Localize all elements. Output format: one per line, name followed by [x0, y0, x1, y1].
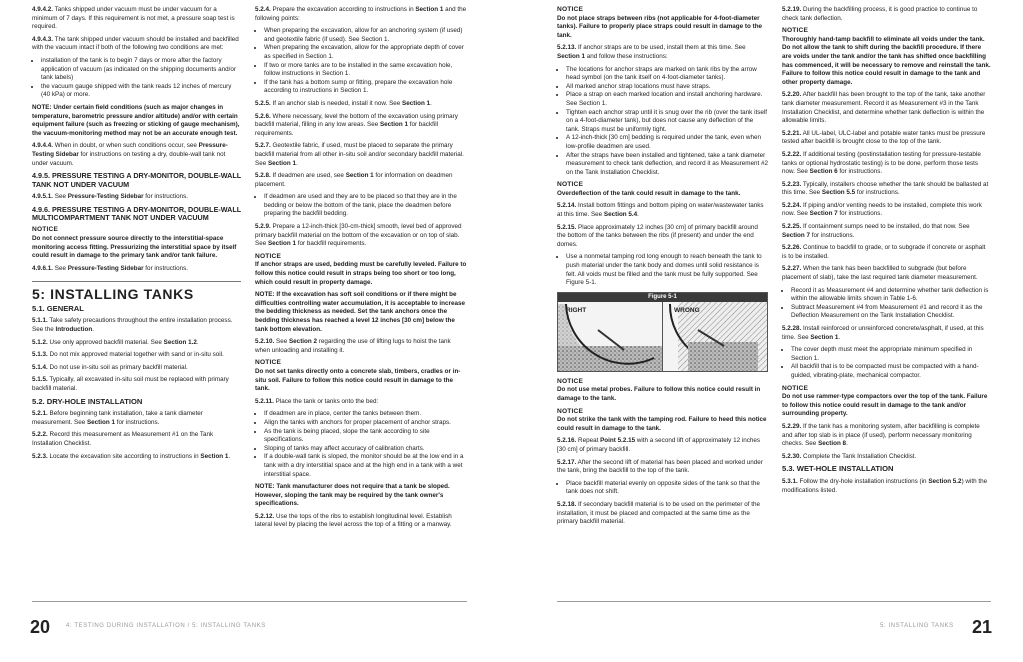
- section-link[interactable]: Section 1: [267, 159, 296, 167]
- figure-caption: Figure 5-1: [558, 293, 767, 302]
- paragraph-5-2-7: 5.2.7. Geotextile fabric, if used, must be placed to separate the primary backfill material from all other in-situ soil and/or secondary backfill material. See Section 1.: [255, 142, 464, 167]
- figure-wrong-label: WRONG: [674, 306, 700, 314]
- section-link[interactable]: Section 1: [402, 99, 431, 107]
- list-item: • installation of the tank is to begin 7 days or more after the factory application of vacuum (as indicated on the shipping documents and/or tank labels): [41, 57, 241, 83]
- section-link[interactable]: Section 1.2: [163, 338, 197, 346]
- section-link[interactable]: Section 1: [415, 6, 444, 13]
- list-item: • the vacuum gauge shipped with the tank reads 12 inches of mercury (40 kPa) or more.: [41, 83, 241, 100]
- notice-body: Thoroughly hand-tamp backfill to eliminate all voids under the tank. Do not allow the tank to shift during the backfill procedure. If there are voids under the tank and/or the tank has shifted once backfilling has commenced, it will be necessary to remove and reinstall the tank. Failure to follow this notice could result in damage to the tank and other property damage.: [782, 35, 991, 86]
- list-item: • After the straps have been installed and tightened, take a tank diameter measurement to check tank deflection, and record it as Measurement #2 on the Tank Installation Checklist.: [566, 152, 768, 178]
- bullet-list: [255, 27, 467, 96]
- footer-rule-right: [557, 601, 991, 602]
- figure-illustration: [558, 302, 767, 371]
- paragraph-5-2-15: 5.2.15. Place approximately 12 inches [30 cm] of primary backfill around the bottom of the tanks between the ribs (if present) and under the end domes.: [557, 223, 758, 248]
- paragraph-5-2-12: 5.2.12. Use the tops of the ribs to establish longitudinal level. Establish lateral level by placing the level across the top of a fitting or a manway.: [255, 512, 452, 529]
- section-link[interactable]: Section 8: [818, 440, 847, 448]
- paragraph-5-2-4: 5.2.4. Prepare the excavation according to instructions in Section 1 and the following points:: [255, 6, 467, 22]
- section-link[interactable]: Section 5.4: [603, 211, 638, 219]
- list-item: • When preparing the excavation, allow for an anchoring system (if used) and geotextile fabric (if used). See Section 1.: [264, 27, 467, 44]
- note: NOTE: Under certain field conditions (such as major changes in temperature, barometric pressure and/or altitude) and/or with certain equipment failure (such as freezing or sticking of gauge mechanism), the vacuum-monitoring method may not be an accurate enough test.: [32, 103, 240, 137]
- notice-body: Do not place straps between ribs (not applicable for 4-foot-diameter tanks). Failure to properly place straps could result in damage to the tank.: [557, 14, 763, 39]
- bullet-list: [32, 57, 241, 100]
- section-link[interactable]: Section 1: [200, 452, 229, 460]
- figure-5-1: [557, 292, 768, 372]
- list-item: • Tighten each anchor strap until it is snug over the rib (over the tank itself on a 4-foot-diameter tank), but does not cause any deflection of the tank. Straps must be uniformly tight.: [566, 109, 768, 135]
- paragraph-5-2-9: 5.2.9. Prepare a 12-inch-thick [30-cm-thick] smooth, level bed of approved primary backfill material on the bottom of the excavation or on top of slab. See Section 1 for backfill requirements.: [255, 223, 462, 248]
- figure-right-label: RIGHT: [566, 306, 587, 314]
- note: NOTE: If the excavation has soft soil conditions or if there might be difficulties controlling water accumulation, it is acceptable to increase the bedding thickness as needed. Set the tank anchors once the bedding thickness has reached a level 12 inches [30 cm] below the tank bottom elevation.: [255, 291, 465, 333]
- paragraph-5-2-13: 5.2.13. If anchor straps are to be used, install them at this time. See Section 1 and follow these instructions:: [557, 44, 746, 60]
- notice-title: NOTICE: [255, 359, 282, 367]
- bullet-list: [782, 346, 991, 380]
- section-link[interactable]: Pressure-Testing Sidebar: [67, 264, 144, 272]
- paragraph-5-2-20: 5.2.20. After backfill has been brought to the top of the tank, take another tank diameter measurement. Record it as Measurement #3 in the Tank Installation Checklist, and determine whether tank deflection is within the allowable limits.: [782, 91, 986, 125]
- paragraph-5-2-28: 5.2.28. Install reinforced or unreinforced concrete/asphalt, if used, at this time. See Section 1.: [782, 325, 984, 341]
- paragraph-5-2-19: 5.2.19. During the backfilling process, it is good practice to continue to check tank deflection.: [782, 6, 978, 22]
- section-link[interactable]: Section 7: [809, 210, 838, 218]
- notice-body: Do not set tanks directly onto a concrete slab, timbers, cradles or in-situ soil. Failure to follow this notice could result in damage to the tank.: [255, 367, 461, 393]
- notice-title: NOTICE: [32, 226, 59, 234]
- list-item: • Sloping of tanks may affect accuracy of calibration charts.: [264, 445, 467, 454]
- list-item: • Place a strap on each marked location and install anchoring hardware. See Section 1.: [566, 91, 768, 108]
- notice-body: If anchor straps are used, bedding must be carefully leveled. Failure to follow this notice could result in straps being too short or too long, which could result in property damage.: [255, 261, 467, 286]
- section-link[interactable]: Section 5.5: [821, 189, 856, 197]
- section-link[interactable]: Pressure-Testing Sidebar: [32, 142, 228, 158]
- paragraph-4-9-4-3: 4.9.4.3. The tank shipped under vacuum should be installed and backfilled with the vacuum intact if both of the following two conditions are met:: [32, 35, 239, 52]
- paragraph-5-2-21: 5.2.21. All UL-label, ULC-label and potable water tanks must be pressure tested after backfill is brought close to the top of the tank.: [782, 129, 986, 146]
- paragraph-5-2-27: 5.2.27. When the tank has been backfilled to subgrade (but before placement of slab), take the last required tank diameter measurement.: [782, 265, 978, 282]
- bullet-list: [557, 253, 768, 287]
- list-item: • All marked anchor strap locations must have straps.: [566, 83, 768, 92]
- list-item: • If deadmen are used and they are to be placed so that they are in the bedding or below the bottom of the tank, place the deadmen before preparing the backfill bedding.: [264, 193, 467, 219]
- column-2: [255, 6, 467, 534]
- heading-4-9-5: 4.9.5. PRESSURE TESTING A DRY-MONITOR, DOUBLE-WALL TANK NOT UNDER VACUUM: [32, 171, 241, 189]
- notice-body: Do not use metal probes. Failure to follow this notice could result in damage to the tank.: [557, 386, 761, 402]
- paragraph-5-2-1: 5.2.1. Before beginning tank installation, take a tank diameter measurement. See Section 1 for instructions.: [32, 410, 203, 426]
- list-item: • As the tank is being placed, slope the tank according to site specifications.: [264, 428, 467, 445]
- bullet-list: [255, 410, 467, 479]
- paragraph-5-2-14: 5.2.14. Install bottom fittings and bottom piping on water/wastewater tanks at this time. See Section 5.4.: [557, 202, 764, 219]
- heading-5-1: 5.1. GENERAL: [32, 303, 84, 313]
- notice-title: NOTICE: [782, 27, 809, 35]
- paragraph-5-2-25: 5.2.25. If containment sumps need to be installed, do that now. See Section 7 for instructions.: [782, 223, 970, 239]
- list-item: • The cover depth must meet the appropriate minimum specified in Section 1.: [791, 346, 991, 363]
- column-3: [557, 6, 768, 531]
- section-link[interactable]: Section 1: [267, 240, 296, 248]
- notice-body: Do not use rammer-type compactors over the top of the tank. Failure to follow this notice could result in damage to the tank and/or surrounding property.: [782, 393, 988, 418]
- paragraph-5-2-17: 5.2.17. After the second lift of material has been placed and worked under the tank, bring the backfill to the top of the tank.: [557, 458, 763, 475]
- paragraph-5-2-22: 5.2.22. If additional testing (postinstallation testing for pressure-testable tanks or optional hydrostatic testing) is to be done, perform those tests now. See Section 6 for instructions.: [782, 150, 981, 176]
- notice-body: Do not strike the tank with the tamping rod. Failure to heed this notice could result in damage to the tank.: [557, 416, 767, 432]
- section-link[interactable]: Pressure-Testing Sidebar: [67, 192, 144, 200]
- section-link[interactable]: Point 5.2.15: [600, 437, 636, 445]
- list-item: • Use a nonmetal tamping rod long enough to reach beneath the tank to push material under the tank body and domes until solid resistance is felt. All voids must be filled and the tank must be fully supported. See Figure 5-1.: [566, 253, 768, 287]
- paragraph-5-1-1: 5.1.1. Take safety precautions throughout the entire installation process. See the Introduction.: [32, 317, 233, 334]
- paragraph-5-3-1: 5.3.1. Follow the dry-hole installation instructions (in Section 5.2) with the modifications listed.: [782, 477, 988, 494]
- page-number-left: 20: [30, 617, 51, 637]
- list-item: • All backfill that is to be compacted must be compacted with a hand-guided, vibrating-plate, mechanical compactor.: [791, 363, 991, 380]
- paragraph-5-2-2: 5.2.2. Record this measurement as Measurement #1 on the Tank Installation Checklist.: [32, 431, 214, 447]
- section-link[interactable]: Section 1: [86, 418, 115, 426]
- paragraph-5-2-8: 5.2.8. If deadmen are used, see Section 1 for information on deadmen placement.: [255, 172, 453, 188]
- list-item: • A 12-inch-thick [30 cm] bedding is required under the tank, even when low-profile deadmen are used.: [566, 134, 768, 151]
- list-item: • Subtract Measurement #4 from Measurement #1 and record it as the Deflection Measurement on the Tank Installation Checklist.: [791, 304, 991, 321]
- section-link[interactable]: Section 2: [288, 338, 317, 346]
- paragraph-5-2-16: 5.2.16. Repeat Point 5.2.15 with a second lift of approximately 12 inches [30 cm] of primary backfill.: [557, 437, 761, 453]
- page-number-right: 21: [972, 617, 993, 637]
- bullet-list: [557, 66, 768, 178]
- section-link[interactable]: Section 1: [345, 172, 374, 180]
- note: NOTE: Tank manufacturer does not require that a tank be sloped. However, sloping the tank may be required by the tank owner's specifications.: [255, 483, 450, 508]
- notice-title: NOTICE: [782, 384, 809, 392]
- footer-rule-left: [32, 601, 467, 602]
- heading-5-2: 5.2. DRY-HOLE INSTALLATION: [32, 396, 143, 406]
- paragraph-5-1-3: 5.1.3. Do not mix approved material together with sand or in-situ soil.: [32, 351, 224, 359]
- bullet-list: [557, 480, 768, 497]
- notice-title: NOTICE: [557, 407, 584, 415]
- list-item: • Align the tanks with anchors for proper placement of anchor straps.: [264, 419, 467, 428]
- list-item: • Record it as Measurement #4 and determine whether tank deflection is within the allowable limits shown in Table 1-6.: [791, 287, 991, 304]
- section-link[interactable]: Section 1: [810, 333, 839, 341]
- section-link[interactable]: Section 7: [782, 231, 810, 239]
- paragraph-5-2-11: 5.2.11. Place the tank or tanks onto the bed:: [255, 397, 379, 405]
- list-item: • Place backfill material evenly on opposite sides of the tank so that the tank does not shift.: [566, 480, 768, 497]
- chapter-title: 5: INSTALLING TANKS: [32, 281, 241, 299]
- paragraph-5-1-4: 5.1.4. Do not use in-situ soil as primary backfill material.: [32, 363, 188, 371]
- section-link[interactable]: Introduction: [55, 326, 93, 334]
- list-item: • The locations for anchor straps are marked on tank ribs by the arrow head symbol (on the tank itself on 4-foot-diameter tanks).: [566, 66, 768, 83]
- paragraph-5-1-2: 5.1.2. Use only approved backfill material. See Section 1.2.: [32, 338, 199, 346]
- paragraph-5-2-18: 5.2.18. If secondary backfill material is to be used on the perimeter of the installation, it must be placed and compacted at the same time as the primary backfill material.: [557, 500, 761, 526]
- list-item: • If two or more tanks are to be installed in the same excavation hole, follow instructions in Section 1.: [264, 62, 467, 79]
- list-item: • When preparing the excavation, allow for the appropriate depth of cover as specified in Section 1.: [264, 44, 467, 61]
- paragraph-5-2-6: 5.2.6. Where necessary, level the bottom of the excavation using primary backfill material, filling in any low areas. See Section 1 for backfill requirements.: [255, 112, 458, 137]
- heading-5-3: 5.3. WET-HOLE INSTALLATION: [782, 464, 894, 474]
- paragraph-5-2-30: 5.2.30. Complete the Tank Installation Checklist.: [782, 452, 917, 460]
- list-item: • If the tank has a bottom sump or fitting, prepare the excavation hole according to instructions in Section 1.: [264, 79, 467, 96]
- paragraph-4-9-5-1: 4.9.5.1. See Pressure-Testing Sidebar for instructions.: [32, 192, 189, 200]
- paragraph-4-9-6-1: 4.9.6.1. See Pressure-Testing Sidebar for instructions.: [32, 264, 189, 272]
- paragraph-5-2-5: 5.2.5. If an anchor slab is needed, install it now. See Section 1.: [255, 99, 432, 107]
- heading-4-9-6: 4.9.6. PRESSURE TESTING A DRY-MONITOR, DOUBLE-WALL MULTICOMPARTMENT TANK NOT UNDER VACUUM: [32, 204, 241, 222]
- section-link[interactable]: Section 5.2: [928, 477, 962, 485]
- list-item: • If a double-wall tank is sloped, the monitor should be at the low end in a tank with a dry interstitial space and at the high end in a tank with a wet interstitial space.: [264, 453, 467, 479]
- column-1: [32, 6, 241, 465]
- paragraph-4-9-4-2: 4.9.4.2. Tanks shipped under vacuum must be under vacuum for a minimum of 7 days. If this requirement is not met, a pressure soap test is required.: [32, 6, 235, 31]
- paragraph-5-1-5: 5.1.5. Typically, all excavated in-situ soil must be replaced with primary backfill material.: [32, 376, 229, 393]
- notice-title: NOTICE: [255, 252, 282, 260]
- paragraph-5-2-29: 5.2.29. If the tank has a monitoring system, after backfilling is complete and after top slab is in place (if used), perform necessary monitoring checks. See Section 8.: [782, 422, 980, 448]
- paragraph-5-2-23: 5.2.23. Typically, installers choose whether the tank should be ballasted at this time. See Section 5.5 for instructions.: [782, 180, 989, 197]
- notice-title: NOTICE: [557, 377, 584, 385]
- section-link[interactable]: Section 1: [379, 121, 408, 129]
- running-footer-right: 5: INSTALLING TANKS: [880, 623, 954, 629]
- running-footer-left: 4: TESTING DURING INSTALLATION / 5: INSTALLING TANKS: [66, 623, 266, 629]
- paragraph-5-2-26: 5.2.26. Continue to backfill to grade, or to subgrade if concrete or asphalt is to be installed.: [782, 244, 986, 260]
- notice-body: Overdeflection of the tank could result in damage to the tank.: [557, 189, 741, 197]
- notice-title: NOTICE: [557, 6, 584, 13]
- paragraph-5-2-10: 5.2.10. See Section 2 regarding the use of lifting lugs to hoist the tank when unloading and installing it.: [255, 338, 451, 354]
- bullet-list: [255, 193, 467, 219]
- column-4: [782, 6, 991, 499]
- paragraph-4-9-4-4: 4.9.4.4. When in doubt, or when such conditions occur, see Pressure-Testing Sidebar for instructions on testing a dry, double-wall tank not under vacuum.: [32, 142, 228, 167]
- paragraph-5-2-3: 5.2.3. Locate the excavation site according to instructions in Section 1.: [32, 452, 231, 460]
- list-item: • If deadmen are in place, center the tanks between them.: [264, 410, 467, 419]
- paragraph-5-2-24: 5.2.24. If piping and/or venting needs to be installed, complete this work now. See Section 7 for instructions.: [782, 201, 982, 218]
- bullet-list: [782, 287, 991, 321]
- section-link[interactable]: Section 6: [809, 168, 838, 176]
- notice-title: NOTICE: [557, 181, 584, 189]
- section-link[interactable]: Section 1: [557, 52, 585, 60]
- notice-body: Do not connect pressure source directly to the interstitial-space monitoring access fitting. Pressurizing the interstitial space by itself could result in damage to the primary tank and/or tank failure.: [32, 234, 237, 260]
